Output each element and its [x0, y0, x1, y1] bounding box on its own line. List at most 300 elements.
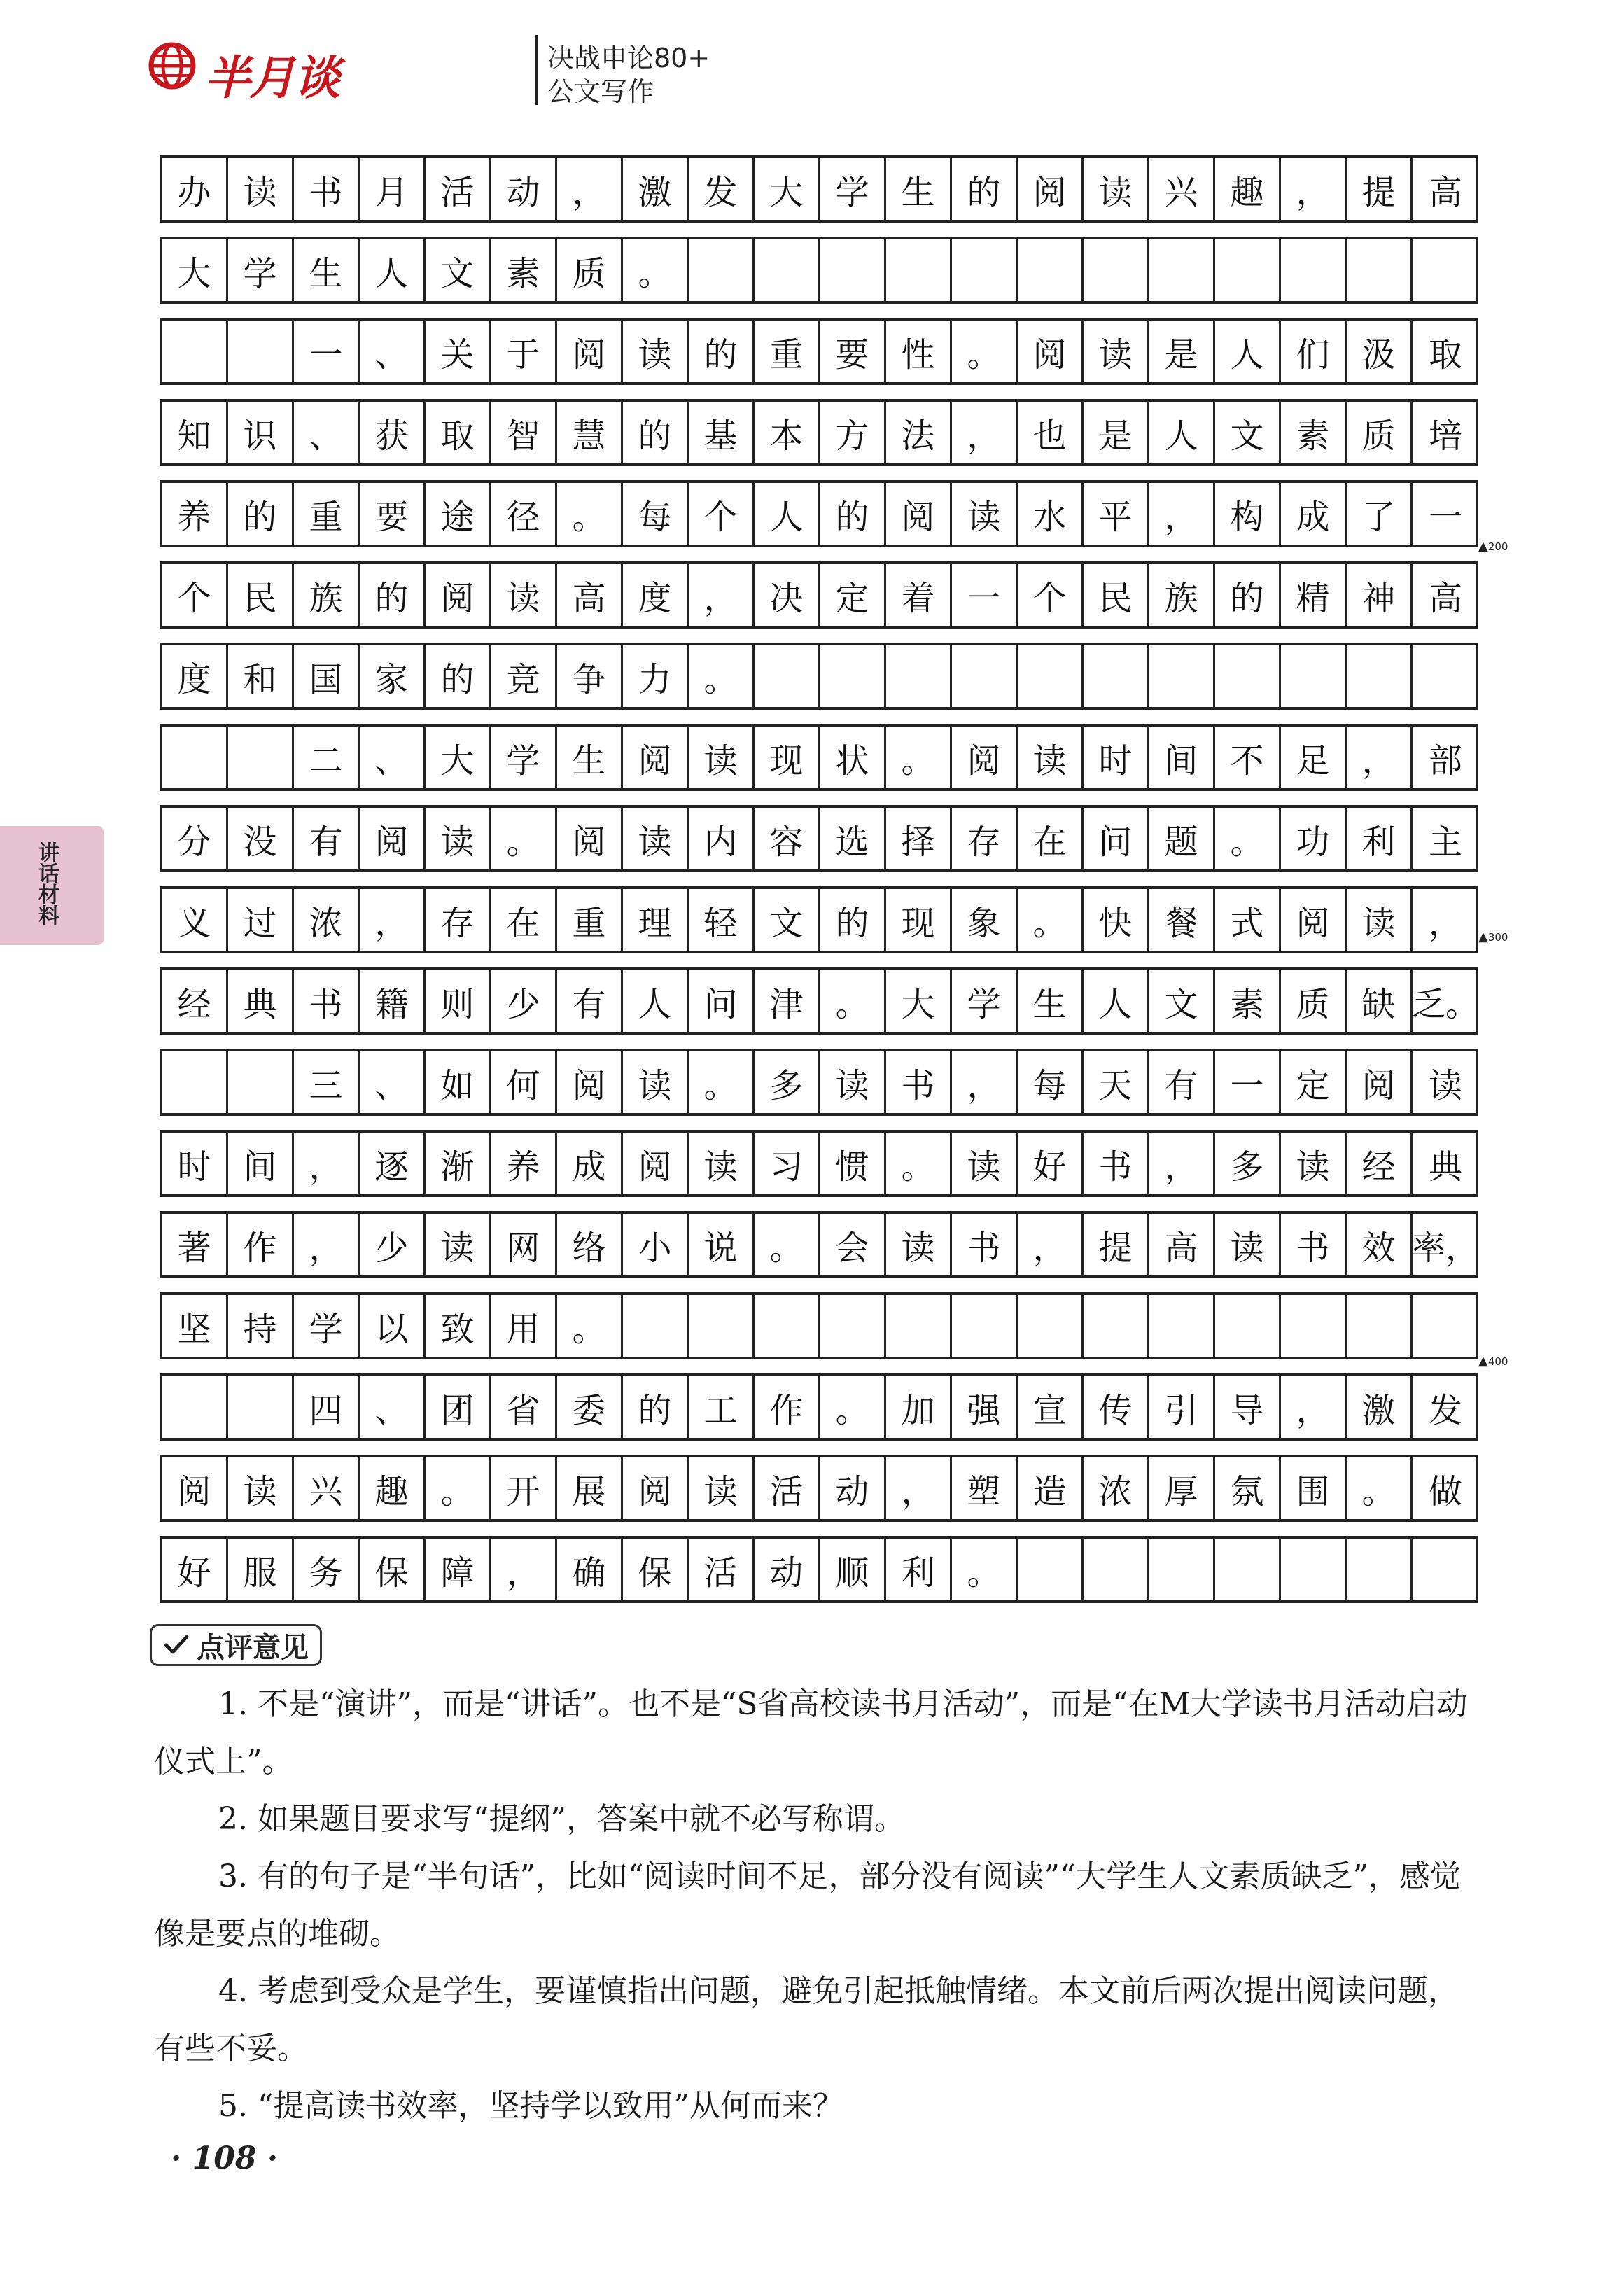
grid-cell: 厚: [1149, 1457, 1215, 1519]
grid-cell: 导: [1215, 1376, 1281, 1438]
grid-cell: 方: [820, 402, 886, 463]
grid-cell: 读: [228, 1457, 294, 1519]
globe-icon: [147, 41, 197, 91]
grid-cell: 读: [689, 1457, 755, 1519]
grid-row: [160, 1211, 1478, 1278]
grid-cell: 确: [557, 1539, 623, 1600]
grid-cell: 引: [1149, 1376, 1215, 1438]
grid-cell: 津: [755, 970, 820, 1032]
grid-cell: ，: [886, 1457, 952, 1519]
grid-cell: [228, 1051, 294, 1113]
grid-cell: [820, 1295, 886, 1357]
grid-row: [160, 1455, 1478, 1522]
grid-cell: 委: [557, 1376, 623, 1438]
grid-cell: 平: [1084, 483, 1149, 545]
grid-cell: 高: [1149, 1214, 1215, 1275]
grid-cell: 生: [294, 239, 360, 301]
grid-cell: 二: [294, 727, 360, 788]
grid-row: [160, 237, 1478, 304]
grid-cell: 阅: [557, 321, 623, 382]
grid-row: [160, 561, 1478, 629]
grid-cell: [952, 1295, 1018, 1357]
grid-cell: [1347, 1539, 1413, 1600]
grid-cell: 阅: [1018, 321, 1084, 382]
triangle-icon: ▲: [1478, 930, 1488, 944]
grid-cell: 小: [623, 1214, 689, 1275]
grid-cell: 发: [689, 158, 755, 220]
grid-cell: 内: [689, 808, 755, 869]
grid-cell: 激: [1347, 1376, 1413, 1438]
grid-cell: 大: [426, 727, 491, 788]
grid-cell: 水: [1018, 483, 1084, 545]
grid-cell: 每: [1018, 1051, 1084, 1113]
grid-cell: 阅: [557, 1051, 623, 1113]
grid-cell: 致: [426, 1295, 491, 1357]
grid-cell: 、: [294, 402, 360, 463]
grid-cell: 提: [1347, 158, 1413, 220]
grid-cell: [162, 1376, 228, 1438]
grid-cell: 好: [162, 1539, 228, 1600]
comment-heading-label: 点评意见: [197, 1631, 309, 1664]
grid-row: [160, 1373, 1478, 1441]
grid-cell: 功: [1281, 808, 1347, 869]
grid-cell: 一: [952, 564, 1018, 626]
grid-cell: 。: [952, 1539, 1018, 1600]
grid-cell: 和: [228, 645, 294, 707]
grid-cell: 务: [294, 1539, 360, 1600]
grid-cell: 读: [623, 1051, 689, 1113]
grid-cell: 学: [228, 239, 294, 301]
grid-cell: [1413, 1539, 1478, 1600]
grid-cell: 阅: [162, 1457, 228, 1519]
grid-cell: 趣: [360, 1457, 426, 1519]
grid-cell: 。: [820, 1376, 886, 1438]
grid-cell: 月: [360, 158, 426, 220]
grid-cell: 取: [1428, 335, 1462, 374]
grid-cell: ，: [294, 1214, 360, 1275]
grid-cell: 书: [1084, 1133, 1149, 1194]
grid-cell: [755, 239, 820, 301]
checkmark-icon: [162, 1632, 191, 1658]
grid-row: [160, 318, 1478, 385]
grid-cell: 径: [491, 483, 557, 545]
grid-row: [160, 886, 1478, 953]
grid-cell: [1018, 1539, 1084, 1600]
grid-row: [160, 155, 1478, 223]
grid-cell: [228, 321, 294, 382]
grid-cell: 少: [491, 970, 557, 1032]
grid-cell: 素: [1215, 970, 1281, 1032]
page-header: [147, 28, 777, 105]
grid-cell: 神: [1347, 564, 1413, 626]
book-title: 决战申论80+: [547, 43, 710, 74]
grid-cell: 成: [557, 1133, 623, 1194]
grid-cell: 精: [1281, 564, 1347, 626]
brand-logo: [147, 41, 399, 105]
grid-cell: 趣: [1215, 158, 1281, 220]
grid-row: [160, 1536, 1478, 1603]
grid-cell: 籍: [360, 970, 426, 1032]
comment-item: 2. 如果题目要求写“提纲”，答案中就不必写称谓。: [218, 1801, 905, 1837]
grid-cell: ，: [294, 1133, 360, 1194]
grid-cell: [1347, 645, 1413, 707]
grid-cell: [1347, 239, 1413, 301]
grid-cell: 间: [228, 1133, 294, 1194]
grid-cell: 质: [557, 239, 623, 301]
grid-cell: 定: [820, 564, 886, 626]
grid-cell: 过: [228, 889, 294, 951]
grid-cell: ，: [952, 402, 1018, 463]
word-count-marker: ▲200: [1478, 539, 1508, 554]
grid-cell: 重: [294, 483, 360, 545]
grid-cell: 。: [689, 645, 755, 707]
grid-cell: [1413, 645, 1478, 707]
grid-cell: 、: [360, 1051, 426, 1113]
grid-cell: [689, 1295, 755, 1357]
grid-cell: 慧: [557, 402, 623, 463]
grid-cell: 围: [1281, 1457, 1347, 1519]
grid-cell: 定: [1281, 1051, 1347, 1113]
grid-cell: 要: [820, 321, 886, 382]
grid-cell: 读: [426, 808, 491, 869]
grid-cell: 阅: [623, 1457, 689, 1519]
grid-cell: 人: [623, 970, 689, 1032]
grid-cell: 阅: [557, 808, 623, 869]
grid-row: [160, 1049, 1478, 1116]
grid-cell: [1413, 239, 1478, 301]
grid-cell: 以: [360, 1295, 426, 1357]
grid-cell: 造: [1018, 1457, 1084, 1519]
grid-cell: 问: [689, 970, 755, 1032]
grid-row: [160, 1130, 1478, 1197]
grid-cell: 的: [623, 402, 689, 463]
chapter-label: 讲话材料: [34, 841, 59, 925]
grid-cell: 一: [294, 321, 360, 382]
grid-cell: 则: [426, 970, 491, 1032]
grid-cell: 题: [1149, 808, 1215, 869]
grid-cell: 率，: [1412, 1228, 1480, 1268]
grid-cell: 。: [557, 1295, 623, 1357]
grid-cell: 人: [1215, 321, 1281, 382]
grid-cell: ，: [1149, 483, 1215, 545]
grid-cell: 文: [755, 889, 820, 951]
triangle-icon: ▲: [1478, 539, 1488, 554]
grid-cell: 持: [228, 1295, 294, 1357]
grid-cell: [1215, 1539, 1281, 1600]
grid-cell: 书: [952, 1214, 1018, 1275]
grid-cell: 读: [886, 1214, 952, 1275]
grid-cell: 大: [886, 970, 952, 1032]
grid-cell: 生: [557, 727, 623, 788]
comment-item: 5. “提高读书效率，坚持学以致用”从何而来？: [218, 2088, 844, 2124]
grid-cell: 的: [689, 321, 755, 382]
grid-cell: 分: [162, 808, 228, 869]
grid-cell: 有: [557, 970, 623, 1032]
grid-cell: 作: [228, 1214, 294, 1275]
grid-cell: 何: [491, 1051, 557, 1113]
grid-cell: 文: [426, 239, 491, 301]
grid-cell: 取: [426, 402, 491, 463]
header-divider: [536, 35, 538, 105]
triangle-icon: ▲: [1478, 1354, 1488, 1368]
grid-cell: 的: [426, 645, 491, 707]
grid-cell: 文: [1149, 970, 1215, 1032]
grid-cell: 有: [294, 808, 360, 869]
grid-cell: 网: [491, 1214, 557, 1275]
grid-cell: 生: [1018, 970, 1084, 1032]
grid-cell: 高: [557, 564, 623, 626]
grid-cell: [886, 1295, 952, 1357]
grid-cell: 读: [689, 727, 755, 788]
grid-cell: 不: [1215, 727, 1281, 788]
comment-heading: [150, 1624, 322, 1666]
grid-cell: 基: [689, 402, 755, 463]
grid-cell: [755, 1295, 820, 1357]
comment-item: 4. 考虑到受众是学生，要谨慎指出问题，避免引起抵触情绪。本文前后两次提出阅读问题，有些不妥。: [154, 1973, 1459, 2066]
grid-cell: 途: [426, 483, 491, 545]
grid-cell: [820, 645, 886, 707]
grid-cell: 学: [820, 158, 886, 220]
grid-cell: 质: [1347, 402, 1413, 463]
grid-cell: 典: [1428, 1147, 1462, 1186]
grid-cell: 阅: [426, 564, 491, 626]
grid-cell: 的: [952, 158, 1018, 220]
grid-cell: 族: [1149, 564, 1215, 626]
grid-cell: 一: [1215, 1051, 1281, 1113]
grid-cell: 读: [1084, 321, 1149, 382]
grid-cell: 每: [623, 483, 689, 545]
grid-cell: 人: [360, 239, 426, 301]
grid-cell: 的: [623, 1376, 689, 1438]
grid-cell: 也: [1018, 402, 1084, 463]
grid-cell: 们: [1281, 321, 1347, 382]
grid-cell: 。: [623, 239, 689, 301]
grid-cell: 效: [1347, 1214, 1413, 1275]
grid-cell: [228, 727, 294, 788]
grid-row: [160, 967, 1478, 1035]
grid-cell: 如: [426, 1051, 491, 1113]
grid-cell: [1215, 645, 1281, 707]
grid-cell: [228, 1376, 294, 1438]
grid-cell: 快: [1084, 889, 1149, 951]
grid-cell: 学: [491, 727, 557, 788]
grid-cell: [1281, 645, 1347, 707]
grid-cell: 时: [162, 1133, 228, 1194]
grid-cell: [886, 645, 952, 707]
grid-cell: 乏。: [1412, 984, 1480, 1024]
grid-cell: 会: [820, 1214, 886, 1275]
grid-cell: 。: [755, 1214, 820, 1275]
grid-cell: 学: [952, 970, 1018, 1032]
grid-cell: ，: [952, 1051, 1018, 1113]
grid-cell: 提: [1084, 1214, 1149, 1275]
grid-cell: 。: [491, 808, 557, 869]
grid-cell: 决: [755, 564, 820, 626]
grid-cell: 办: [162, 158, 228, 220]
grid-cell: 式: [1215, 889, 1281, 951]
grid-cell: 个: [1018, 564, 1084, 626]
grid-cell: 存: [426, 889, 491, 951]
grid-cell: 作: [755, 1376, 820, 1438]
grid-cell: 利: [886, 1539, 952, 1600]
grid-cell: 本: [755, 402, 820, 463]
grid-cell: 浓: [1084, 1457, 1149, 1519]
grid-cell: 象: [952, 889, 1018, 951]
grid-cell: 理: [623, 889, 689, 951]
grid-cell: 塑: [952, 1457, 1018, 1519]
grid-cell: 逐: [360, 1133, 426, 1194]
grid-cell: 选: [820, 808, 886, 869]
grid-cell: [755, 645, 820, 707]
grid-cell: 多: [1215, 1133, 1281, 1194]
grid-cell: 传: [1084, 1376, 1149, 1438]
grid-cell: 一: [1428, 497, 1462, 537]
grid-cell: 工: [689, 1376, 755, 1438]
grid-cell: 轻: [689, 889, 755, 951]
grid-row: [160, 724, 1478, 791]
grid-cell: ，: [491, 1539, 557, 1600]
grid-cell: 经: [1347, 1133, 1413, 1194]
grid-cell: 是: [1149, 321, 1215, 382]
grid-cell: 书: [1281, 1214, 1347, 1275]
grid-cell: 容: [755, 808, 820, 869]
grid-cell: [886, 239, 952, 301]
grid-cell: 活: [689, 1539, 755, 1600]
grid-cell: 在: [1018, 808, 1084, 869]
grid-cell: 阅: [623, 727, 689, 788]
grid-cell: [1084, 1295, 1149, 1357]
grid-cell: 存: [952, 808, 1018, 869]
grid-cell: 的: [820, 889, 886, 951]
grid-cell: 度: [162, 645, 228, 707]
grid-cell: ，: [1281, 158, 1347, 220]
grid-cell: 阅: [1018, 158, 1084, 220]
grid-cell: 素: [491, 239, 557, 301]
grid-cell: 部: [1428, 741, 1462, 780]
grid-cell: 。: [557, 483, 623, 545]
grid-row: [160, 643, 1478, 710]
grid-cell: 读: [1428, 1065, 1462, 1105]
grid-cell: 现: [755, 727, 820, 788]
grid-cell: 读: [689, 1133, 755, 1194]
grid-cell: 、: [360, 1376, 426, 1438]
grid-cell: [1215, 1295, 1281, 1357]
grid-cell: 读: [952, 1133, 1018, 1194]
grid-cell: 国: [294, 645, 360, 707]
grid-cell: 阅: [360, 808, 426, 869]
grid-cell: [1281, 1295, 1347, 1357]
grid-cell: 高: [1428, 172, 1462, 212]
grid-cell: 兴: [294, 1457, 360, 1519]
grid-cell: 用: [491, 1295, 557, 1357]
grid-cell: 状: [820, 727, 886, 788]
grid-cell: 问: [1084, 808, 1149, 869]
grid-row: [160, 480, 1478, 547]
grid-cell: [689, 239, 755, 301]
section-title: 公文写作: [547, 76, 654, 107]
grid-cell: 典: [228, 970, 294, 1032]
grid-cell: 大: [755, 158, 820, 220]
grid-cell: 要: [360, 483, 426, 545]
comment-item: 1. 不是“演讲”，而是“讲话”。也不是“S省高校读书月活动”，而是“在M大学读书月活动启动仪式上”。: [154, 1686, 1468, 1779]
grid-cell: 生: [886, 158, 952, 220]
grid-cell: 习: [755, 1133, 820, 1194]
grid-cell: 缺: [1347, 970, 1413, 1032]
grid-cell: [1084, 239, 1149, 301]
grid-cell: 、: [360, 321, 426, 382]
grid-cell: 时: [1084, 727, 1149, 788]
grid-cell: ，: [360, 889, 426, 951]
grid-cell: 民: [1084, 564, 1149, 626]
grid-cell: 。: [689, 1051, 755, 1113]
grid-cell: 。: [426, 1457, 491, 1519]
grid-cell: 有: [1149, 1051, 1215, 1113]
grid-cell: ，: [557, 158, 623, 220]
grid-cell: 顺: [820, 1539, 886, 1600]
grid-cell: 个: [162, 564, 228, 626]
grid-cell: 服: [228, 1539, 294, 1600]
grid-cell: 养: [162, 483, 228, 545]
grid-cell: 障: [426, 1539, 491, 1600]
grid-cell: [1281, 239, 1347, 301]
grid-cell: 阅: [1347, 1051, 1413, 1113]
grid-cell: 动: [755, 1539, 820, 1600]
grid-cell: 。: [820, 970, 886, 1032]
page-number: · 108 ·: [171, 2141, 279, 2176]
grid-cell: 主: [1428, 822, 1462, 862]
grid-cell: [1413, 1295, 1478, 1357]
grid-cell: 读: [491, 564, 557, 626]
grid-cell: 。: [886, 1133, 952, 1194]
grid-cell: 餐: [1149, 889, 1215, 951]
grid-cell: [1149, 1539, 1215, 1600]
grid-row: [160, 399, 1478, 466]
grid-cell: 三: [294, 1051, 360, 1113]
grid-cell: 阅: [886, 483, 952, 545]
grid-cell: 读: [228, 158, 294, 220]
grid-cell: 、: [360, 727, 426, 788]
grid-cell: 智: [491, 402, 557, 463]
grid-cell: 争: [557, 645, 623, 707]
chapter-side-tab: [0, 826, 104, 945]
grid-cell: 展: [557, 1457, 623, 1519]
brand-name: 半月谈: [204, 51, 339, 105]
grid-cell: 读: [952, 483, 1018, 545]
grid-cell: 的: [820, 483, 886, 545]
grid-cell: 的: [1215, 564, 1281, 626]
grid-cell: 识: [228, 402, 294, 463]
grid-cell: 竞: [491, 645, 557, 707]
grid-cell: 读: [426, 1214, 491, 1275]
grid-cell: 力: [623, 645, 689, 707]
grid-cell: 。: [1018, 889, 1084, 951]
grid-cell: 法: [886, 402, 952, 463]
grid-cell: 知: [162, 402, 228, 463]
grid-cell: 做: [1428, 1471, 1462, 1511]
grid-cell: 开: [491, 1457, 557, 1519]
grid-cell: 阅: [952, 727, 1018, 788]
grid-cell: 于: [491, 321, 557, 382]
grid-cell: 天: [1084, 1051, 1149, 1113]
grid-cell: 成: [1281, 483, 1347, 545]
grid-row: [160, 805, 1478, 872]
grid-cell: 。: [952, 321, 1018, 382]
grid-cell: [1084, 1539, 1149, 1600]
grid-cell: 读: [1281, 1133, 1347, 1194]
grid-cell: 养: [491, 1133, 557, 1194]
grid-cell: 素: [1281, 402, 1347, 463]
grid-cell: 好: [1018, 1133, 1084, 1194]
